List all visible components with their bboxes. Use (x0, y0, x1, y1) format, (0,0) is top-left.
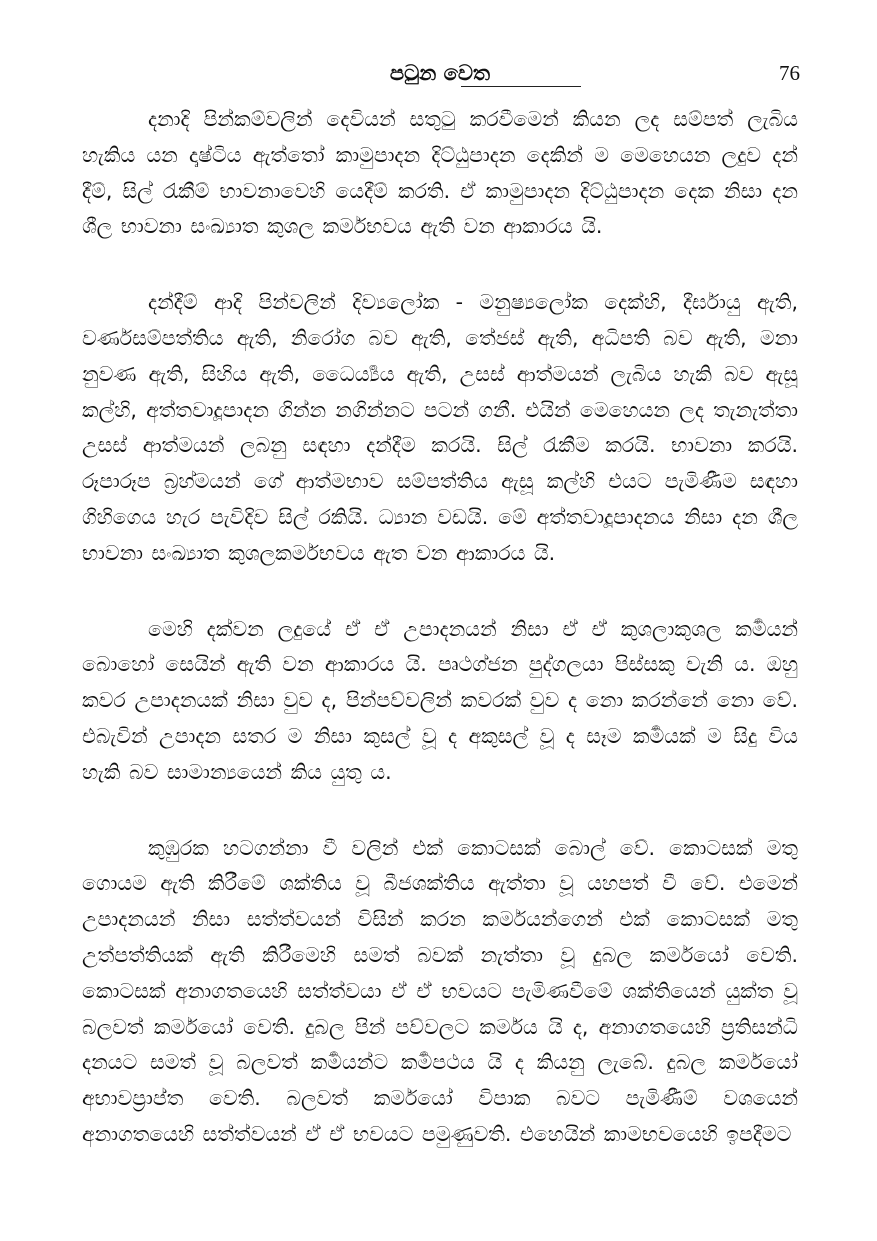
page-number: 76 (779, 61, 800, 85)
paragraph-4: කුඹුරක හටගන්නා වී වලින් එක් කොටසක් බොල් වේ. කොටසක් මතු ගොයම ඇති කිරීමේ ශක්තිය වූ බීජශක්තිය ඇත්තා වූ යහපත් වී වේ. එමෙන් උපාදනයන් නිසා සත්ත්වයන් විසින් කරන කර්මයන්ගෙන් එක් කොටසක් මතු උත්පත්තියක් ඇති කිරීමෙහි සමත් බවක් නැත්තා වූ දුබල කර්මයෝ වෙති. කොටසක් අනාගතයෙහි සත්ත්වයා ඒ ඒ භවයට පැමිණවීමේ ශක්තියෙන් යුක්ත වූ බලවත් කර්මයෝ වෙති. දුබල පින් පව්වලට කර්මය යි ද, අනාගතයෙහි ප්‍රතිසන්ධි දනයට සමත් වූ බලවත් කර්‍මයන්ට කර්‍මපථය යි ද කියනු ලැබේ. දුබල කර්මයෝ අභාවප්‍රාප්ත වෙති. බලවත් කර්මයෝ විපාක බවට පැමිණීම් වශයෙන් අනාගතයෙහි සත්ත්වයන් ඒ ඒ භවයට පමුණුවති. එහෙයින් කාමභවයෙහි ඉපදීමට (82, 835, 798, 1146)
paragraph-3: මෙහි දක්වන ලදුයේ ඒ ඒ උපාදනයන් නිසා ඒ ඒ කුශලාකුශල කර්‍මයන් බොහෝ සෙයින් ඇති වන ආකාරය යි. පෘථග්ජන පුද්ගලයා පිස්සකු වැනි ය. ඔහු කවර උපාදනයක් නිසා වුව ද, පින්පව්වලින් කවරක් වුව ද නො කරන්නේ නො වේ. එබැවින් උපාදන සතර ම නිසා කුසල් වූ ද අකුසල් වූ ද සෑම කර්‍මයක් ම සිදු විය හැකි බව සාමාන්‍යයෙන් කිය යුතු ය. (82, 616, 798, 784)
body-text (82, 102, 798, 1193)
page-title-link[interactable]: පටුන වෙත (389, 61, 491, 85)
paragraph-2: දන්දීම් ආදි පින්වලින් දිව්‍යලෝක - මනුෂ්‍යලෝක දෙක්හි, දීර්ඝායු ඇති, වර්ණසම්පත්තිය ඇති, නිරෝග බව ඇති, තේජස් ඇති, අධිපති බව ඇති, මනා නුවණ ඇති, සිහිය ඇති, ධෛර්‍ය්‍යය ඇති, උසස් ආත්මයන් ලැබිය හැකි බව ඇසූ කල්හි, අත්තවාදූපාදන ගින්න නගින්නට පටන් ගනී. එයින් මෙහෙයන ලද තැනැත්තා උසස් ආත්මයන් ලබනු සඳහා දන්දීම කරයි. සිල් රැකීම කරයි. භාවනා කරයි. රූපාරූප බ්‍රහ්මයන් ගේ ආත්මභාව සම්පත්තිය ඇසූ කල්හි එයට පැමිණීම සඳහා ගිහිගෙය හැර පැවිදිව සිල් රකියි. ධ්‍යාන වඩයි. මේ අත්තවාදූපාදනය නිසා දන ශීල භාවනා සංඛ්‍යාත කුශලකර්මභවය ඇත වන ආකාරය යි. (82, 290, 798, 565)
page-header (80, 58, 800, 94)
title-underline (461, 86, 581, 87)
paragraph-1: දනාදි පින්කම්වලින් දෙවියන් සතුටු කරවීමෙන් කියන ලද සම්පත් ලැබිය හැකිය යන දෘෂ්ටිය ඇත්තෝ කාමුපාදන දිට්ඨුපාදන දෙකින් ම මෙහෙයන ලදුව දන් දීම්, සිල් රැකීම් භාවනාවෙහි යෙදීම් කරති. ඒ කාමුපාදන දිට්ඨුපාදන දෙක නිසා දන ශීල භාවනා සංඛ්‍යාත කුශල කර්මභවය ඇති වන ආකාරය යි. (82, 107, 798, 239)
